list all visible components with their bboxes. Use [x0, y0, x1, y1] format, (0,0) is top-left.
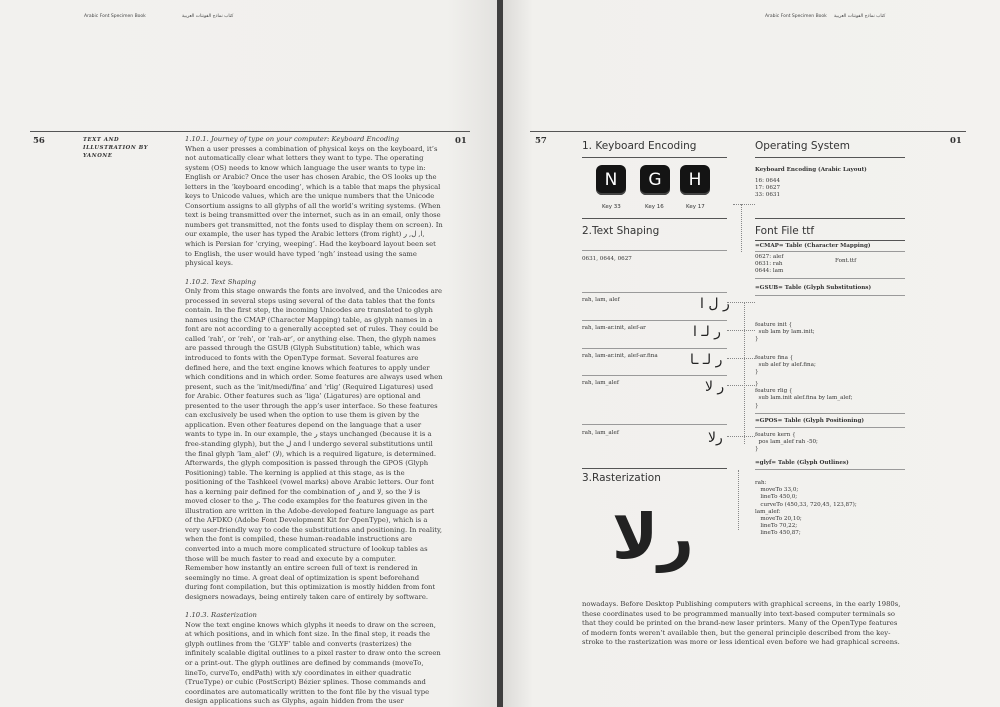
row-rule [755, 251, 905, 252]
paragraph: Now the text engine knows which glyphs it needs to draw on the screen, at which positions, and in which font size. In the final step, it reads the glyph outlines from the ‘GLYF’ table and converts (rasterizes) the infinitely scalable digital outlines to a pixel raster to draw onto the screen or a print-out. The glyph outlines are defined by commands (moveTo, lineTo, curveTo, endPath) with x/y coordinates in either quadratic (TrueType) or cubic (PostScript) Bézier splines. Those commands and coordinates are automatically written to the font file by the visual type design applications such as Glyphs, again hidden from the user [185, 620, 441, 706]
key-caption: Key 16 [645, 204, 664, 210]
section-rule [582, 218, 727, 219]
keyboard-key-h: H [680, 165, 710, 195]
cmap-table-label: =CMAP= Table (Character Mapping) [755, 243, 871, 249]
glyph-names-row: rah, lam, alef [582, 297, 620, 303]
row-rule [755, 413, 905, 414]
feature-fina-code: feature fina { sub alef by alef.fina; } [755, 355, 816, 376]
section-rule [755, 157, 905, 158]
paragraph: When a user presses a combination of physical keys on the keyboard, it’s not automatically clear what letters they want to type. The operating system (OS) needs to know which language the user wants to type in: English or Arabic? Once the user has chosen Arabic, the OS looks up the letters in the ‘keyboard encoding’, which is a table that maps the physical keys to Unicode values, which are the unique numbers that the Unicode Consortium assigns to all glyphs of all the world’s writing systems. (When text is being transmitted over the internet, such as in an email, only those numbers get transmitted, not the fonts used to display them on screen). In our example, the user has typed the Arabic letters (from right) ا, ل, ر, which is Persian for ‘crying, weeping’. Had the keyboard layout been set to English, the user would have typed ‘ngh’ instead using the same physical keys. [185, 144, 443, 268]
glyph-names-row: rah, lam_alef [582, 430, 619, 436]
section-rule [582, 157, 727, 158]
chapter-number: 01 [455, 136, 467, 146]
connector-line [727, 358, 755, 359]
os-mapping-line: 16: 0644 [755, 178, 781, 184]
connector-line [744, 302, 745, 444]
connector-line [727, 302, 755, 303]
unicode-values: 0631, 0644, 0627 [582, 256, 632, 262]
operating-system-title: Operating System [755, 140, 850, 152]
glyf-table-label: =glyf= Table (Glyph Outlines) [755, 460, 849, 466]
row-rule [755, 278, 905, 279]
rasterized-glyph: رلا [612, 500, 694, 573]
rasterization-title: 3.Rasterization [582, 472, 661, 484]
os-mapping-line: 33: 0631 [755, 192, 781, 198]
paragraph-gap [185, 602, 443, 611]
section-rule [582, 468, 727, 469]
connector-line [741, 204, 742, 252]
connector-line [738, 470, 739, 530]
row-rule [582, 348, 727, 349]
text-shaping-title: 2.Text Shaping [582, 225, 660, 237]
arabic-glyph-row: رلا [708, 430, 723, 446]
row-rule [582, 320, 727, 321]
gsub-table-label: =GSUB= Table (Glyph Substitutions) [755, 285, 872, 291]
page-number: 56 [33, 136, 45, 146]
row-rule [755, 469, 905, 470]
section-heading: 1.10.1. Journey of type on your computer: Keyboard Encoding [185, 135, 400, 143]
glyph-names-row: rah, lam_alef [582, 380, 619, 386]
font-file-title: Font File ttf [755, 225, 815, 237]
running-head-left-arabic: كتاب نماذج الفونتات العربية [182, 14, 234, 19]
section-rule [755, 218, 905, 219]
section-heading: 1.10.3. Rasterization [185, 611, 257, 620]
continuation-text: nowadays. Before Desktop Publishing computers with graphical screens, in the early 1980s, these coordinates used to be programmed manually into text-based computer terminals so that they could be printed on the brand-new laser printers. Many of the OpenType features of modern fonts weren’t available then, but the general principle described from the key-stroke to the rasterization was more or less identical even before we had graphical screens. [582, 600, 901, 646]
arabic-glyph-row: ر لا [705, 379, 725, 395]
glyph-names-row: rah, lam-ar.init, alef-ar.fina [582, 353, 658, 359]
running-head-right: Arabic Font Specimen Book [765, 14, 827, 19]
body-text [185, 135, 443, 707]
keyboard-key-n: N [596, 165, 626, 195]
section-rule [755, 240, 905, 241]
feature-rlig-code: } feature rlig { sub lam.init alef.fina by lam_alef; } [755, 381, 853, 409]
keyboard-key-g: G [640, 165, 670, 195]
page-number-right: 57 [535, 136, 547, 146]
paragraph: Only from this stage onwards the fonts are involved, and the Unicodes are processed in several steps using several of the data tables that the fonts contain. In the first step, the incoming Unicodes are translated to glyph names using the CMAP (Character Mapping) table, as glyph names in a font are not according to a generally accepted set of rules. They could be called ‘rah’, or ‘reh’, or ‘rah-ar’, or anything else. Then, the glyph names are passed through the GSUB (Glyph Substitution) table, which was introduced to fonts with the OpenType format. Several features are defined here, and the text engine knows which features to apply under which conditions and in which order. Some features are always used when present, such as the ‘init/medi/fina’ and ‘rlig’ (Required Ligatures) used for Arabic. Other features such as ‘liga’ (Ligatures) are optional and presented to the user through the app’s user interface. So these features can exclusively be used when the option to use them is given by the application. Even other features depend on the language that a user wants to type in. In our example, the ر stays unchanged (because it is a free-standing glyph), but the ل and ا undergo several substitutions until the final glyph ‘lam_alef’ (لا), which is a required ligature, is determined. Afterwards, the glyph composition is passed through the GPOS (Glyph Positioning) table. The kerning is applied at this stage, as is the positioning of the Tashkeel (vowel marks) above Arabic letters. Our font has a kerning pair defined for the combination of ر and لا, so the لا is moved closer to the ر. The code examples for the features given in the illustration are written in the Adobe-developed feature language as part of the AFDKO (Adobe Font Development Kit for OpenType), which is a very user-friendly way to code the substitutions and positioning. In reality, when the font is compiled, these human-readable instructions are converted into a much more complicated structure of lookup tables as those will be much faster to read and execute by a computer. [185, 287, 443, 563]
top-rule [30, 131, 470, 132]
row-rule [582, 292, 727, 293]
row-rule [755, 427, 905, 428]
row-rule [582, 424, 727, 425]
arabic-glyph-row: ر لـ ـا [690, 352, 723, 368]
arabic-glyph-row: ر ل ا [700, 296, 730, 312]
os-mapping-line: 17: 0627 [755, 185, 781, 191]
row-rule [582, 375, 727, 376]
left-page [0, 0, 497, 707]
keyboard-layout-label: Keyboard Encoding (Arabic Layout) [755, 167, 867, 173]
feature-init-code: feature init { sub lam by lam.init; } [755, 322, 815, 343]
connector-line [727, 385, 755, 386]
row-rule [755, 295, 905, 296]
paragraph: Remember how instantly an entire screen full of text is rendered in seemingly no time. A great deal of optimization is spent beforehand during font compilation, but this optimization is mostly hidden from font designers nowadays, being entirely taken care of entirely by software. [185, 564, 436, 601]
top-rule-right [530, 131, 966, 132]
key-caption: Key 17 [686, 204, 705, 210]
cmap-lines: 0627: alef 0631: rah 0644: lam [755, 254, 784, 275]
keyboard-encoding-title: 1. Keyboard Encoding [582, 140, 697, 152]
font-file-label: Font.ttf [835, 258, 857, 264]
feature-kern-code: feature kern { pos lam_alef rah -50; } [755, 432, 818, 453]
connector-line [727, 330, 755, 331]
connector-line [727, 436, 755, 437]
key-caption: Key 33 [602, 204, 621, 210]
running-head-right-arabic: كتاب نماذج الفونتات العربية [834, 14, 886, 19]
glyf-outline-code: rah: moveTo 33,0; lineTo 450,0; curveTo (450,33, 720,45, 123,87); lam_alef: moveTo 20,10; lineTo 70,22; lineTo 450,87; [755, 480, 857, 537]
chapter-title: TEXT AND ILLUSTRATION BY YANONE [83, 137, 149, 159]
running-head-left: Arabic Font Specimen Book [84, 14, 146, 19]
paragraph-gap [185, 269, 443, 278]
gpos-table-label: =GPOS= Table (Glyph Positioning) [755, 418, 865, 424]
glyph-names-row: rah, lam-ar.init, alef-ar [582, 325, 646, 331]
section-heading: 1.10.2. Text Shaping [185, 277, 257, 286]
arabic-glyph-row: ر لـ ا [693, 324, 721, 340]
connector-line [733, 204, 755, 205]
chapter-number-right: 01 [950, 136, 962, 146]
row-rule [582, 250, 727, 251]
